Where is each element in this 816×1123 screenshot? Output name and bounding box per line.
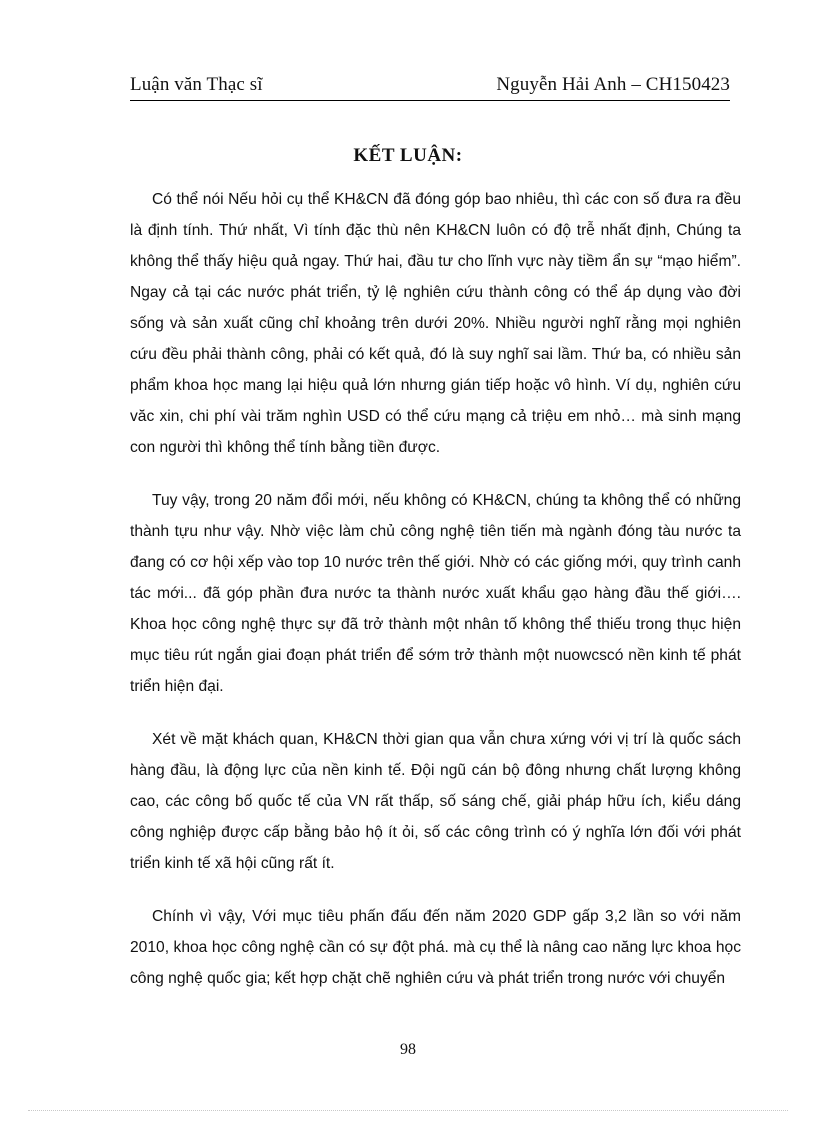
header-author-label: Nguyễn Hải Anh – CH150423: [496, 74, 730, 95]
page-number: 98: [400, 1041, 416, 1058]
header-thesis-label: Luận văn Thạc sĩ: [130, 74, 263, 95]
paragraph-3: Xét về mặt khách quan, KH&CN thời gian qua vẫn chưa xứng với vị trí là quốc sách hàng đầu, là động lực của nền kinh tế. Đội ngũ cán bộ đông nhưng chất lượng không cao, các công bố quốc tế của VN rất thấp, số sáng chế, giải pháp hữu ích, kiểu dáng công nghiệp được cấp bằng bảo hộ ít ỏi, số các công trình có ý nghĩa lớn đối với phát triển kinh tế xã hội cũng rất ít.: [130, 731, 741, 872]
body-text: [130, 184, 741, 1016]
section-title: KẾT LUẬN:: [353, 145, 463, 166]
page-header: [130, 72, 730, 101]
page-bottom-divider: [28, 1110, 788, 1111]
paragraph-2: Tuy vậy, trong 20 năm đổi mới, nếu không có KH&CN, chúng ta không thể có những thành tựu như vậy. Nhờ việc làm chủ công nghệ tiên tiến mà ngành đóng tàu nước ta đang có cơ hội xếp vào top 10 nước trên thế giới. Nhờ có các giống mới, quy trình canh tác mới... đã góp phần đưa nước ta thành nước xuất khẩu gạo hàng đầu thế giới…. Khoa học công nghệ thực sự đã trở thành một nhân tố không thể thiếu trong thục hiện mục tiêu rút ngắn giai đoạn phát triển để sớm trở thành một nuowcscó nền kinh tế phát triển hiện đại.: [130, 492, 741, 695]
paragraph-1: Có thể nói Nếu hỏi cụ thể KH&CN đã đóng góp bao nhiêu, thì các con số đưa ra đều là định tính. Thứ nhất, Vì tính đặc thù nên KH&CN luôn có độ trễ nhất định, Chúng ta không thể thấy hiệu quả ngay. Thứ hai, đầu tư cho lĩnh vực này tiềm ẩn sự “mạo hiểm”. Ngay cả tại các nước phát triển, tỷ lệ nghiên cứu thành công có thể áp dụng vào đời sống và sản xuất cũng chỉ khoảng trên dưới 20%. Nhiều người nghĩ rằng mọi nghiên cứu đều phải thành công, phải có kết quả, đó là suy nghĩ sai lầm. Thứ ba, có nhiều sản phẩm khoa học mang lại hiệu quả lớn nhưng gián tiếp hoặc vô hình. Ví dụ, nghiên cứu văc xin, chi phí vài trăm nghìn USD có thể cứu mạng cả triệu em nhỏ… mà sinh mạng con người thì không thể tính bằng tiền được.: [130, 191, 741, 456]
paragraph-4: Chính vì vậy, Với mục tiêu phấn đấu đến năm 2020 GDP gấp 3,2 lần so với năm 2010, khoa học công nghệ cần có sự đột phá. mà cụ thể là nâng cao năng lực khoa học công nghệ quốc gia; kết hợp chặt chẽ nghiên cứu và phát triển trong nước với chuyển: [130, 908, 741, 987]
